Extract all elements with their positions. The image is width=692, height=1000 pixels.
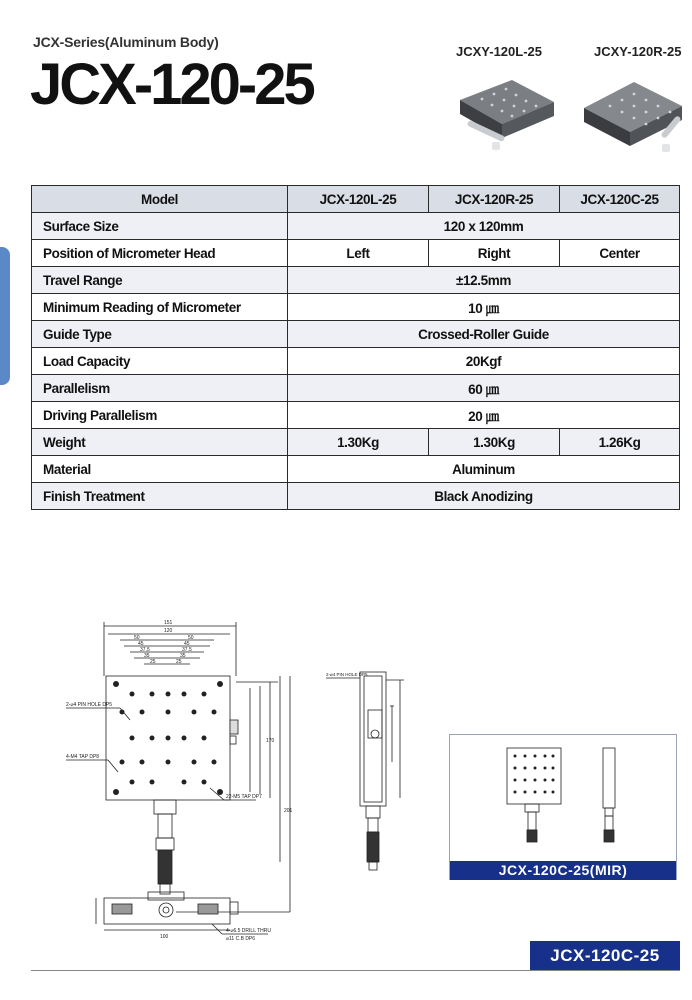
row-label-guide: Guide Type <box>32 321 288 348</box>
product-label-left: JCXY-120L-25 <box>456 44 542 59</box>
note-pin-hole: 2-⌀4 PIN HOLE DP5 <box>66 702 113 708</box>
dim-35a: 35 <box>144 653 150 659</box>
row-label-driving: Driving Parallelism <box>32 402 288 429</box>
header-model: Model <box>32 186 288 213</box>
value-position-c: Center <box>560 240 680 267</box>
row-label-position: Position of Micrometer Head <box>32 240 288 267</box>
dim-50b: 50 <box>188 635 194 641</box>
table-row <box>32 213 680 240</box>
value-reading: 10 ㎛ <box>288 294 680 321</box>
value-finish: Black Anodizing <box>288 483 680 510</box>
footer-model-badge: JCX-120C-25 <box>530 941 680 970</box>
table-row <box>32 375 680 402</box>
note-m5-tap: 22-M5 TAP DP7 <box>226 794 262 800</box>
dim-100: 100 <box>160 934 169 940</box>
dim-25b: 25 <box>176 659 182 665</box>
row-label-material: Material <box>32 456 288 483</box>
row-label-load: Load Capacity <box>32 348 288 375</box>
product-label-right: JCXY-120R-25 <box>594 44 682 59</box>
note-drill-thru: 4-⌀6.5 DRILL THRU <box>226 928 271 934</box>
table-row <box>32 294 680 321</box>
page-title: JCX-120-25 <box>30 52 313 117</box>
header-model-r: JCX-120R-25 <box>429 186 560 213</box>
row-label-reading: Minimum Reading of Micrometer <box>32 294 288 321</box>
note-counterbore: ⌀11 C.B DP6 <box>226 936 256 942</box>
row-label-travel: Travel Range <box>32 267 288 294</box>
mir-variant-drawing <box>495 744 645 854</box>
table-row <box>32 240 680 267</box>
drawing-front-view <box>82 888 282 948</box>
table-row <box>32 348 680 375</box>
dim-45b: 45 <box>184 641 190 647</box>
value-weight-c: 1.26Kg <box>560 429 680 456</box>
dim-37b: 37.5 <box>182 647 192 653</box>
table-row <box>32 402 680 429</box>
drawing-side-view <box>324 666 414 882</box>
table-row <box>32 321 680 348</box>
table-row <box>32 483 680 510</box>
series-subtitle: JCX-Series(Aluminum Body) <box>33 34 219 50</box>
stage-photo-right <box>578 64 688 160</box>
value-parallelism: 60 ㎛ <box>288 375 680 402</box>
table-row <box>32 267 680 294</box>
dim-120: 120 <box>164 628 173 634</box>
value-position-l: Left <box>288 240 429 267</box>
dim-151: 151 <box>164 620 173 626</box>
value-load: 20Kgf <box>288 348 680 375</box>
value-weight-l: 1.30Kg <box>288 429 429 456</box>
spec-table <box>31 185 680 510</box>
row-label-surface: Surface Size <box>32 213 288 240</box>
note-side-pin-hole: 2-⌀4 PIN HOLE DP5 <box>326 672 368 677</box>
value-material: Aluminum <box>288 456 680 483</box>
dim-35b: 35 <box>180 653 186 659</box>
value-position-r: Right <box>429 240 560 267</box>
row-label-finish: Finish Treatment <box>32 483 288 510</box>
note-m4-tap: 4-M4 TAP DP8 <box>66 754 100 760</box>
value-driving: 20 ㎛ <box>288 402 680 429</box>
mir-variant-label: JCX-120C-25(MIR) <box>450 861 676 880</box>
side-tab <box>0 247 10 385</box>
dim-50a: 50 <box>134 635 140 641</box>
value-travel: ±12.5mm <box>288 267 680 294</box>
header-model-l: JCX-120L-25 <box>288 186 429 213</box>
value-weight-r: 1.30Kg <box>429 429 560 456</box>
row-label-weight: Weight <box>32 429 288 456</box>
header-model-c: JCX-120C-25 <box>560 186 680 213</box>
dim-25a: 25 <box>150 659 156 665</box>
dim-170: 170 <box>266 738 275 744</box>
footer-divider <box>31 970 680 971</box>
dim-37a: 37.5 <box>140 647 150 653</box>
table-row <box>32 429 680 456</box>
value-guide: Crossed-Roller Guide <box>288 321 680 348</box>
dim-45a: 45 <box>138 641 144 647</box>
dim-201: 201 <box>284 808 293 814</box>
value-surface: 120 x 120mm <box>288 213 680 240</box>
stage-photo-left <box>452 64 562 160</box>
row-label-parallelism: Parallelism <box>32 375 288 402</box>
table-row <box>32 456 680 483</box>
